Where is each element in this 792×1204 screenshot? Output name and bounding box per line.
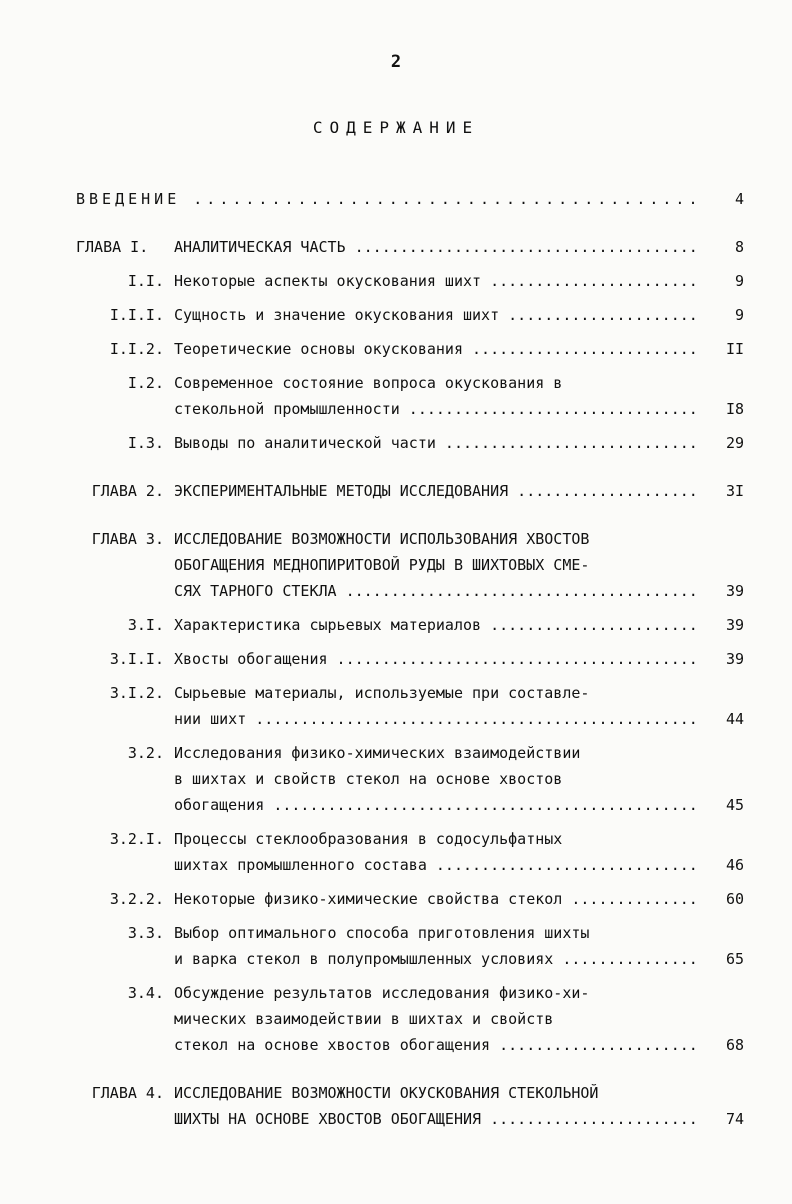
toc-entry-page: 74 xyxy=(725,1110,744,1128)
toc-entry-number: I.2. xyxy=(127,374,164,392)
toc-entry-number: 3.4. xyxy=(127,984,164,1002)
toc-entry-page: 39 xyxy=(725,650,744,668)
toc-entry-number: 3.3. xyxy=(127,924,164,942)
toc-entry-page: 46 xyxy=(725,856,744,874)
toc-entry-number: I.I.2. xyxy=(109,340,164,358)
toc-entry-title-line: ОБОГАЩЕНИЯ МЕДНОПИРИТОВОЙ РУДЫ В ШИХТОВЫХ СМЕ- xyxy=(174,556,590,574)
toc-entry-page: 68 xyxy=(725,1036,744,1054)
toc-entry-number: I.I.I. xyxy=(109,306,164,324)
toc-entry-number: 3.I.2. xyxy=(109,684,164,702)
toc-entry-page: 29 xyxy=(725,434,744,452)
toc-entry-page: 8 xyxy=(734,238,744,256)
toc-entry-chapter-2[interactable] xyxy=(76,478,744,504)
toc-entry-title: ЭКСПЕРИМЕНТАЛЬНЫЕ МЕТОДЫ ИССЛЕДОВАНИЯ ..... xyxy=(174,478,696,504)
toc-entry-title-line: нии шихт ..... xyxy=(174,706,696,732)
toc-entry-introduction[interactable] xyxy=(76,186,744,212)
toc-entry-title: Хвосты обогащения ..... xyxy=(174,646,696,672)
toc-entry-number: I.I. xyxy=(127,272,164,290)
toc-entry-title-line: и варка стекол в полупромышленных условиях ..... xyxy=(174,946,696,972)
toc-entry-3-2-2[interactable] xyxy=(76,886,744,912)
toc-entry-number: ГЛАВА 2. xyxy=(91,482,164,500)
toc-entry-title: АНАЛИТИЧЕСКАЯ ЧАСТЬ ..... xyxy=(174,234,696,260)
toc-entry-3-1-1[interactable] xyxy=(76,646,744,672)
toc-entry-number: 3.I. xyxy=(127,616,164,634)
toc-entry-3-2-1[interactable] xyxy=(76,826,744,878)
toc-entry-title-line: стекольной промышленности ..... xyxy=(174,396,696,422)
toc-entry-page: 39 xyxy=(725,582,744,600)
toc-entry-number: ГЛАВА 4. xyxy=(91,1084,164,1102)
table-of-contents xyxy=(76,186,744,1132)
toc-entry-page: 44 xyxy=(725,710,744,728)
toc-entry-page: I8 xyxy=(725,400,744,418)
toc-entry-1-3[interactable] xyxy=(76,430,744,456)
toc-entry-page: 9 xyxy=(734,272,744,290)
toc-entry-3-2[interactable] xyxy=(76,740,744,818)
toc-entry-title-line: обогащения ..... xyxy=(174,792,696,818)
toc-entry-number: I.3. xyxy=(127,434,164,452)
toc-entry-number: 3.2. xyxy=(127,744,164,762)
toc-entry-number: 3.2.2. xyxy=(109,890,164,908)
toc-entry-title-line: Выбор оптимального способа приготовления шихты xyxy=(174,924,590,942)
toc-title: СОДЕРЖАНИЕ xyxy=(312,118,480,137)
toc-entry-title-line: в шихтах и свойств стекол на основе хвостов xyxy=(174,770,563,788)
toc-entry-3-4[interactable] xyxy=(76,980,744,1058)
toc-entry-title: Некоторые аспекты окускования шихт ..... xyxy=(174,268,696,294)
toc-entry-page: II xyxy=(725,340,744,358)
toc-entry-number: 3.I.I. xyxy=(109,650,164,668)
toc-entry-1-2[interactable] xyxy=(76,370,744,422)
toc-entry-title-line: ШИХТЫ НА ОСНОВЕ ХВОСТОВ ОБОГАЩЕНИЯ ..... xyxy=(174,1106,696,1132)
toc-entry-page: 60 xyxy=(725,890,744,908)
toc-entry-title-line: Процессы стеклообразования в содосульфатных xyxy=(174,830,563,848)
toc-entry-title: Некоторые физико-химические свойства стекол ..... xyxy=(174,886,696,912)
page-number: 2 xyxy=(390,52,402,72)
toc-entry-title-line: СЯХ ТАРНОГО СТЕКЛА ..... xyxy=(174,578,696,604)
toc-entry-title-line: Сырьевые материалы, используемые при составле- xyxy=(174,684,590,702)
toc-entry-3-1-2[interactable] xyxy=(76,680,744,732)
toc-entry-title-line: ИССЛЕДОВАНИЕ ВОЗМОЖНОСТИ ОКУСКОВАНИЯ СТЕКОЛЬНОЙ xyxy=(174,1084,599,1102)
toc-entry-page: 39 xyxy=(725,616,744,634)
toc-entry-3-1[interactable] xyxy=(76,612,744,638)
toc-entry-title-line: ИССЛЕДОВАНИЕ ВОЗМОЖНОСТИ ИСПОЛЬЗОВАНИЯ ХВОСТОВ xyxy=(174,530,590,548)
toc-entry-title-line: Обсуждение результатов исследования физико-хи- xyxy=(174,984,590,1002)
toc-entry-page: 45 xyxy=(725,796,744,814)
toc-entry-title-line: Современное состояние вопроса окускования в xyxy=(174,374,563,392)
toc-entry-number: ГЛАВА I. xyxy=(76,238,149,256)
toc-entry-title: ВВЕДЕНИЕ ..... xyxy=(76,186,696,212)
toc-entry-title: Сущность и значение окускования шихт ..... xyxy=(174,302,696,328)
toc-entry-1-1[interactable] xyxy=(76,268,744,294)
toc-entry-title-line: шихтах промышленного состава ..... xyxy=(174,852,696,878)
toc-entry-title-line: стекол на основе хвостов обогащения ..... xyxy=(174,1032,696,1058)
toc-entry-title-line: мических взаимодействии в шихтах и свойств xyxy=(174,1010,554,1028)
toc-entry-title: Теоретические основы окускования ..... xyxy=(174,336,696,362)
toc-entry-1-1-1[interactable] xyxy=(76,302,744,328)
toc-entry-chapter-3[interactable] xyxy=(76,526,744,604)
toc-entry-chapter-4[interactable] xyxy=(76,1080,744,1132)
toc-entry-1-1-2[interactable] xyxy=(76,336,744,362)
toc-entry-page: 65 xyxy=(725,950,744,968)
toc-entry-title-line: Исследования физико-химических взаимодействии xyxy=(174,744,581,762)
toc-entry-page: 3I xyxy=(725,482,744,500)
toc-entry-page: 4 xyxy=(734,190,744,208)
toc-entry-3-3[interactable] xyxy=(76,920,744,972)
toc-entry-chapter-1[interactable] xyxy=(76,234,744,260)
toc-entry-number: 3.2.I. xyxy=(109,830,164,848)
toc-entry-page: 9 xyxy=(734,306,744,324)
toc-entry-title: Характеристика сырьевых материалов ..... xyxy=(174,612,696,638)
toc-entry-number: ГЛАВА 3. xyxy=(91,530,164,548)
toc-entry-title: Выводы по аналитической части ..... xyxy=(174,430,696,456)
